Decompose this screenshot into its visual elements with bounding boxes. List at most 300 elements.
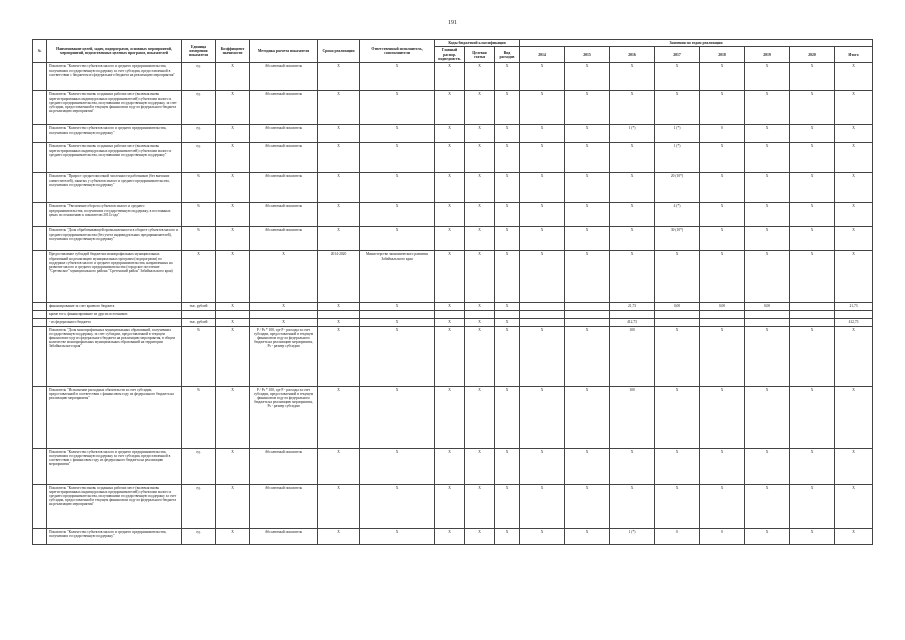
cell-csr: X (465, 528, 495, 544)
cell-method: Абсолютный показатель (250, 125, 318, 143)
cell-year-value: X (700, 326, 745, 386)
cell-vr: X (495, 227, 520, 251)
cell-year-value: X (610, 448, 655, 484)
cell-method: Абсолютный показатель (250, 203, 318, 227)
cell-year-value: 1 (*) (610, 528, 655, 544)
cell-year-value (790, 311, 835, 318)
cell-glav: X (435, 318, 465, 326)
cell-coef: X (216, 203, 250, 227)
cell-coef: X (216, 91, 250, 125)
cell-year-value: X (745, 91, 790, 125)
header-method: Методика расчета показателя (250, 40, 318, 63)
cell-num (33, 303, 47, 311)
cell-name: Показатель "Увеличение оборота субъектов малого и среднего предпринимательства, получивших государственную поддержку, в постоянных ценах по отношению к показателю 2014 года" (47, 203, 182, 227)
cell-year-value: X (610, 173, 655, 203)
cell-year-value: X (565, 91, 610, 125)
cell-year-value: X (790, 484, 835, 528)
cell-year-value: 0,00 (700, 303, 745, 311)
cell-year-value: X (790, 227, 835, 251)
cell-year-value: X (745, 386, 790, 448)
cell-num (33, 143, 47, 173)
cell-glav: X (435, 386, 465, 448)
cell-resp: X (360, 125, 435, 143)
cell-num (33, 448, 47, 484)
header-csr: Целевая статья (465, 47, 495, 63)
cell-name: Показатель "Количество субъектов малого и среднего предпринимательства, получивших государственную поддержку за счет субсидии, предоставленной в соответствии с бюджетом из федерального бюджета на реализацию мероприятия" (47, 63, 182, 91)
cell-term: X (318, 203, 360, 227)
cell-coef: X (216, 484, 250, 528)
table-row (33, 203, 873, 227)
cell-vr: X (495, 91, 520, 125)
cell-term: X (318, 173, 360, 203)
cell-year-value: X (745, 484, 790, 528)
cell-glav: X (435, 125, 465, 143)
indicators-table (32, 39, 873, 545)
cell-year-value: 0 (655, 528, 700, 544)
cell-year-value: X (610, 484, 655, 528)
cell-year-value: X (835, 448, 873, 484)
cell-name: Показатель "Количество вновь созданных рабочих мест (включая вновь зарегистрированных индивидуальных предпринимателей) субъектами малого и среднего предпринимательства, получившими государственную поддержку" (47, 143, 182, 173)
cell-unit: ед. (182, 125, 216, 143)
cell-resp: X (360, 326, 435, 386)
cell-year-value: X (745, 251, 790, 303)
cell-name: Показатель "Количество вновь созданных рабочих мест (включая вновь зарегистрированных индивидуальных предпринимателей) субъектами малого и среднего предпринимательства, получившими государственную поддержку, за счет субсидии, предоставленной в текущем финансовом году из федерального бюджета на реализацию мероприятия" (47, 91, 182, 125)
table-row (33, 448, 873, 484)
cell-year-value: X (835, 125, 873, 143)
cell-unit: ед. (182, 143, 216, 173)
cell-year-value: X (565, 326, 610, 386)
cell-name: Показатель "Количество субъектов малого и среднего предпринимательства, получивших государственную поддержку" (47, 125, 182, 143)
cell-year-value: X (745, 143, 790, 173)
cell-year-value: X (835, 173, 873, 203)
cell-vr: X (495, 303, 520, 311)
cell-glav: X (435, 448, 465, 484)
cell-year-value: X (835, 143, 873, 173)
cell-year-value: X (520, 484, 565, 528)
cell-resp: X (360, 227, 435, 251)
cell-vr: X (495, 326, 520, 386)
cell-year-value: X (565, 203, 610, 227)
cell-vr: X (495, 125, 520, 143)
cell-year-value: X (835, 203, 873, 227)
cell-resp: Министерство экономического развития Забайкальского края (360, 251, 435, 303)
cell-coef: X (216, 63, 250, 91)
cell-name: кроме того, финансирование из других источников: (47, 311, 182, 318)
cell-year-value: 21,73 (835, 303, 873, 311)
cell-year-value: 0 (700, 528, 745, 544)
cell-year-value: X (790, 251, 835, 303)
cell-year-value: 1 (*) (610, 125, 655, 143)
cell-method: Абсолютный показатель (250, 484, 318, 528)
cell-csr: X (465, 251, 495, 303)
cell-year-value: X (745, 528, 790, 544)
header-coef: Коэффициент значимости (216, 40, 250, 63)
cell-year-value: X (520, 386, 565, 448)
table-row (33, 63, 873, 91)
cell-unit: тыс. рублей (182, 318, 216, 326)
cell-year-value: X (700, 203, 745, 227)
cell-csr: X (465, 326, 495, 386)
cell-year-value: 4 (*) (655, 203, 700, 227)
cell-vr: X (495, 173, 520, 203)
cell-glav: X (435, 303, 465, 311)
cell-year-value: 20 (10*) (655, 173, 700, 203)
table-row (33, 311, 873, 318)
cell-resp: X (360, 448, 435, 484)
cell-year-value: 1 (*) (655, 125, 700, 143)
cell-year-value: X (745, 326, 790, 386)
cell-year-value: X (745, 227, 790, 251)
cell-term: X (318, 326, 360, 386)
table-row (33, 303, 873, 311)
cell-year-value: X (835, 528, 873, 544)
cell-name: финансирование за счет краевого бюджета (47, 303, 182, 311)
cell-method: Абсолютный показатель (250, 227, 318, 251)
cell-year-value: X (610, 251, 655, 303)
cell-year-value: X (520, 326, 565, 386)
cell-name: Показатель "Количество вновь созданных рабочих мест (включая вновь зарегистрированных индивидуальных предпринимателей) субъектами малого и среднего предпринимательства, получившими государственную поддержку за счет субсидии, предоставленной в текущем финансовом году из федерального бюджета на реализацию мероприятия" (47, 484, 182, 528)
cell-year-value: X (565, 63, 610, 91)
cell-term: X (318, 91, 360, 125)
cell-glav: X (435, 484, 465, 528)
cell-coef: X (216, 448, 250, 484)
cell-vr: X (495, 318, 520, 326)
cell-year-value: X (745, 448, 790, 484)
cell-glav: X (435, 528, 465, 544)
header-unit: Единица измерения показателя (182, 40, 216, 63)
cell-resp: X (360, 91, 435, 125)
cell-year-value (565, 311, 610, 318)
cell-csr: X (465, 173, 495, 203)
cell-num (33, 173, 47, 203)
table-row (33, 386, 873, 448)
cell-year-value: X (520, 63, 565, 91)
cell-year-value: 0,00 (745, 303, 790, 311)
cell-unit: ед. (182, 528, 216, 544)
cell-year-value: X (745, 63, 790, 91)
cell-coef: X (216, 173, 250, 203)
header-name: Наименование целей, задач, подпрограмм, основных мероприятий, мероприятий, ведомственных целевых программ, показателей (47, 40, 182, 63)
cell-year-value: 412,73 (835, 318, 873, 326)
cell-term: X (318, 143, 360, 173)
cell-method: Абсолютный показатель (250, 63, 318, 91)
table-row (33, 143, 873, 173)
cell-year-value: X (745, 173, 790, 203)
table-row (33, 173, 873, 203)
cell-year-value: X (700, 143, 745, 173)
header-vr: Вид расходов (495, 47, 520, 63)
cell-year-value (745, 318, 790, 326)
cell-method: Абсолютный показатель (250, 143, 318, 173)
cell-unit: ед. (182, 91, 216, 125)
cell-vr: X (495, 143, 520, 173)
cell-year-value: X (700, 448, 745, 484)
cell-year-value: X (700, 251, 745, 303)
header-year: 2018 (700, 47, 745, 63)
cell-year-value: X (655, 326, 700, 386)
cell-year-value: X (835, 251, 873, 303)
cell-year-value: X (700, 91, 745, 125)
cell-resp: X (360, 318, 435, 326)
cell-year-value: X (655, 63, 700, 91)
cell-year-value: 21,73 (610, 303, 655, 311)
cell-method: P / Ps * 100, где P - расходы за счет субсидии, предоставленной в текущем финансовом году из федерального бюджета на реализацию мероприятия, Ps - размер субсидии (250, 326, 318, 386)
cell-year-value: X (835, 63, 873, 91)
cell-term: X (318, 386, 360, 448)
cell-coef: X (216, 251, 250, 303)
cell-year-value: X (700, 63, 745, 91)
cell-method: Абсолютный показатель (250, 448, 318, 484)
cell-year-value (700, 318, 745, 326)
cell-unit: % (182, 386, 216, 448)
cell-glav: X (435, 251, 465, 303)
cell-year-value: X (565, 173, 610, 203)
cell-glav: X (435, 173, 465, 203)
cell-unit: % (182, 203, 216, 227)
header-year: 2017 (655, 47, 700, 63)
cell-year-value: X (520, 173, 565, 203)
cell-year-value: X (790, 386, 835, 448)
cell-method: Абсолютный показатель (250, 91, 318, 125)
cell-year-value (790, 318, 835, 326)
cell-year-value: X (520, 251, 565, 303)
cell-year-value: X (790, 125, 835, 143)
cell-num (33, 318, 47, 326)
cell-year-value: 0 (700, 125, 745, 143)
cell-name: Показатель "Прирост среднесписочной численности работников (без внешних совместителей), занятых у субъектов малого и среднего предпринимательства, получивших государственную поддержку" (47, 173, 182, 203)
cell-unit: % (182, 227, 216, 251)
cell-coef: X (216, 528, 250, 544)
cell-unit: X (182, 251, 216, 303)
cell-resp: X (360, 484, 435, 528)
cell-year-value: 1 (*) (655, 143, 700, 173)
cell-year-value (835, 311, 873, 318)
cell-year-value: X (565, 143, 610, 173)
cell-csr: X (465, 143, 495, 173)
cell-year-value: X (790, 91, 835, 125)
header-year: 2016 (610, 47, 655, 63)
cell-term: X (318, 318, 360, 326)
cell-year-value: 100 (610, 326, 655, 386)
cell-num (33, 484, 47, 528)
cell-year-value: X (565, 386, 610, 448)
cell-year-value: X (700, 227, 745, 251)
cell-method: Абсолютный показатель (250, 173, 318, 203)
cell-coef: X (216, 318, 250, 326)
cell-term: X (318, 448, 360, 484)
header-values-group: Значения по годам реализации (520, 40, 873, 47)
cell-term: X (318, 227, 360, 251)
cell-csr: X (465, 227, 495, 251)
header-year: 2015 (565, 47, 610, 63)
cell-year-value: X (565, 448, 610, 484)
cell-year-value (520, 311, 565, 318)
cell-year-value: X (835, 484, 873, 528)
cell-year-value: 30 (10*) (655, 227, 700, 251)
cell-unit (182, 311, 216, 318)
cell-resp: X (360, 528, 435, 544)
cell-year-value: X (700, 386, 745, 448)
cell-year-value: X (835, 91, 873, 125)
cell-glav: X (435, 63, 465, 91)
header-glav: Главный распор. подведомств. (435, 47, 465, 63)
cell-method (250, 311, 318, 318)
cell-coef: X (216, 326, 250, 386)
cell-name: Показатель "Доля монопрофильных муниципальных образований, получивших государственную поддержку, за счет субсидии, предоставленной в текущем финансовом году из федерального бюджета на реализацию мероприятия, в общем количестве монопрофильных муниципальных образований на территории Забайкальского края" (47, 326, 182, 386)
cell-unit: ед. (182, 63, 216, 91)
cell-year-value: X (700, 484, 745, 528)
cell-year-value: X (790, 143, 835, 173)
cell-csr: X (465, 386, 495, 448)
cell-term: X (318, 484, 360, 528)
cell-vr: X (495, 448, 520, 484)
cell-num (33, 326, 47, 386)
cell-vr: X (495, 528, 520, 544)
cell-name: Показатель "Доля обрабатывающей промышленности в обороте субъектов малого и среднего предпринимательства (без учета индивидуальных предпринимателей), получивших государственную поддержку" (47, 227, 182, 251)
cell-coef (216, 311, 250, 318)
header-resp: Ответственный исполнитель, соисполнители (360, 40, 435, 63)
cell-csr: X (465, 91, 495, 125)
cell-num (33, 251, 47, 303)
cell-year-value (565, 318, 610, 326)
cell-method: P / Ps * 100, где P - расходы за счет субсидии, предоставленной в текущем финансовом году из федерального бюджета на реализацию мероприятия, Ps - размер субсидии (250, 386, 318, 448)
cell-num (33, 528, 47, 544)
table-row (33, 326, 873, 386)
cell-unit: % (182, 326, 216, 386)
cell-glav: X (435, 91, 465, 125)
cell-year-value: X (565, 251, 610, 303)
cell-year-value: X (835, 326, 873, 386)
cell-vr: X (495, 63, 520, 91)
cell-csr: X (465, 125, 495, 143)
cell-name: Показатель "Исполнение расходных обязательств за счет субсидии, предоставленной в соответствии с финансовом году из федерального бюджета на реализацию мероприятия" (47, 386, 182, 448)
cell-vr: X (495, 251, 520, 303)
cell-csr: X (465, 448, 495, 484)
cell-year-value: X (520, 203, 565, 227)
cell-num (33, 227, 47, 251)
cell-year-value (565, 303, 610, 311)
cell-year-value (610, 311, 655, 318)
cell-coef: X (216, 386, 250, 448)
cell-year-value: X (745, 203, 790, 227)
cell-resp (360, 311, 435, 318)
page-number: 191 (448, 20, 457, 26)
cell-coef: X (216, 125, 250, 143)
cell-year-value: X (610, 143, 655, 173)
cell-glav: X (435, 203, 465, 227)
table-body (33, 63, 873, 544)
cell-unit: тыс. рублей (182, 303, 216, 311)
table-row (33, 484, 873, 528)
cell-resp: X (360, 143, 435, 173)
cell-num (33, 311, 47, 318)
cell-term: X (318, 303, 360, 311)
cell-year-value (745, 311, 790, 318)
header-year: 2019 (745, 47, 790, 63)
cell-year-value: X (790, 528, 835, 544)
cell-name: - из федерального бюджета (47, 318, 182, 326)
cell-term: X (318, 528, 360, 544)
cell-num (33, 125, 47, 143)
cell-csr: X (465, 203, 495, 227)
cell-resp: X (360, 173, 435, 203)
header-budget-group: Коды бюджетной классификации (435, 40, 520, 47)
cell-year-value: X (520, 227, 565, 251)
cell-num (33, 386, 47, 448)
table-row (33, 227, 873, 251)
cell-glav: X (435, 326, 465, 386)
cell-coef: X (216, 303, 250, 311)
cell-resp: X (360, 203, 435, 227)
cell-num (33, 63, 47, 91)
cell-name: Показатель "Количество субъектов малого и среднего предпринимательства, получивших государственную поддержку за счет субсидии, предоставленной в соответствии с финансовом году из федерального бюджета на реализацию мероприятия" (47, 448, 182, 484)
cell-csr: X (465, 303, 495, 311)
cell-csr: X (465, 63, 495, 91)
cell-unit: ед. (182, 448, 216, 484)
table-row (33, 251, 873, 303)
cell-name: Предоставление субсидий бюджетам монопрофильных муниципальных образований на реализацию муниципальных программ (подпрограмм) по поддержке субъектов малого и среднего предпринимательства, направленных на развитие малого и среднего предпринимательства (городское поселение "Сретенское" муниципального района "Сретенский район" Забайкальского края) (47, 251, 182, 303)
cell-num (33, 91, 47, 125)
cell-year-value: X (655, 448, 700, 484)
header-term: Сроки реализации (318, 40, 360, 63)
cell-year-value: 0,00 (655, 303, 700, 311)
header-num: № (33, 40, 47, 63)
cell-csr (465, 311, 495, 318)
header-year: 2014 (520, 47, 565, 63)
cell-method: Абсолютный показатель (250, 528, 318, 544)
cell-year-value: X (790, 63, 835, 91)
cell-resp: X (360, 63, 435, 91)
cell-method: X (250, 251, 318, 303)
cell-year-value: X (745, 125, 790, 143)
cell-year-value (655, 311, 700, 318)
cell-term (318, 311, 360, 318)
cell-resp: X (360, 303, 435, 311)
table-row (33, 91, 873, 125)
cell-year-value: X (610, 91, 655, 125)
cell-year-value: X (655, 386, 700, 448)
cell-year-value (790, 303, 835, 311)
cell-year-value: X (520, 528, 565, 544)
cell-year-value: X (835, 227, 873, 251)
cell-year-value (520, 318, 565, 326)
cell-year-value: X (655, 91, 700, 125)
cell-coef: X (216, 227, 250, 251)
cell-glav: X (435, 227, 465, 251)
cell-vr: X (495, 386, 520, 448)
cell-year-value: X (610, 203, 655, 227)
header-year: Итого (835, 47, 873, 63)
table-row (33, 318, 873, 326)
cell-year-value (655, 318, 700, 326)
cell-vr (495, 311, 520, 318)
cell-csr: X (465, 318, 495, 326)
cell-year-value: X (610, 63, 655, 91)
cell-vr: X (495, 203, 520, 227)
cell-year-value: X (655, 251, 700, 303)
cell-year-value: X (520, 91, 565, 125)
cell-year-value: X (565, 484, 610, 528)
cell-year-value: X (790, 173, 835, 203)
cell-year-value: X (610, 227, 655, 251)
header-year: 2020 (790, 47, 835, 63)
cell-year-value (520, 303, 565, 311)
cell-year-value: X (565, 125, 610, 143)
cell-term: X (318, 63, 360, 91)
cell-glav: X (435, 143, 465, 173)
cell-year-value: X (565, 227, 610, 251)
cell-year-value: X (565, 528, 610, 544)
